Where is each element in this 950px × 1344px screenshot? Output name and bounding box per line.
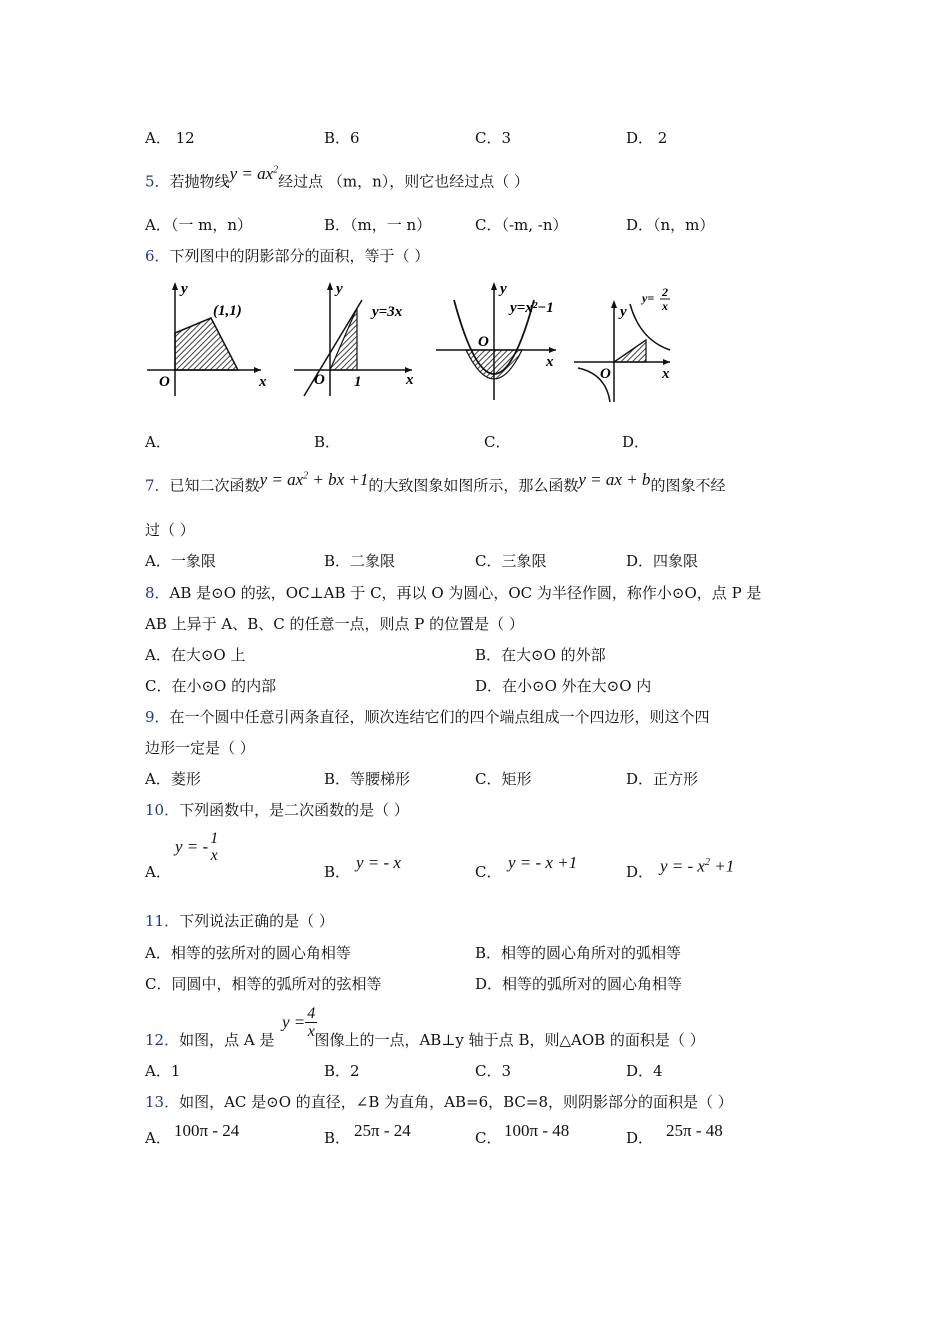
q10-label-a: A． xyxy=(145,863,171,881)
q12-pre: 如图，点 A 是 xyxy=(179,1031,275,1049)
q8-stem-line2: AB 上异于 A、B、C 的任意一点，则点 P 的位置是（ ） xyxy=(145,615,524,633)
q13-label-d: D． xyxy=(626,1129,654,1147)
q6-option-a: A． xyxy=(145,433,171,451)
q4-option-a: A． 12 xyxy=(145,129,195,147)
q5-stem xyxy=(145,163,530,192)
q9-option-a: A．菱形 xyxy=(145,770,201,788)
q6-stem-text: 下列图中的阴影部分的面积，等于（ ） xyxy=(169,247,430,265)
q12-formula-num: 4 xyxy=(307,1005,316,1022)
q9-option-c: C．矩形 xyxy=(475,770,532,788)
q7-option-a: A．一象限 xyxy=(145,552,216,570)
q13-label-a: A． xyxy=(145,1129,171,1147)
q4-option-d: D． 2 xyxy=(626,129,668,147)
q7-formula-1-exp: 2 xyxy=(303,470,309,481)
q4-option-c: C．3 xyxy=(475,129,512,147)
q13-label-c: C． xyxy=(475,1129,502,1147)
q10-a-fraction xyxy=(208,830,220,864)
q12-stem xyxy=(145,1030,705,1050)
q9-line1-text: 在一个圆中任意引两条直径，顺次连结它们的四个端点组成一个四边形，则这个四 xyxy=(169,708,710,726)
q12-option-b: B．2 xyxy=(324,1062,360,1080)
fig-a-point-label: (1,1) xyxy=(213,303,242,319)
q5-option-c: C．（-m, -n） xyxy=(475,216,568,234)
fig-a-origin: O xyxy=(159,374,170,390)
q5-pre: 若抛物线 xyxy=(169,172,230,191)
q10-a-pre: y = - xyxy=(175,837,209,856)
q10-label-b: B． xyxy=(324,863,351,881)
q7-mid: 的大致图象如图所示，那么函数 xyxy=(368,476,579,495)
fig-a-y-label: y xyxy=(181,281,188,297)
q7-option-d: D．四象限 xyxy=(626,552,699,570)
q5-post: 经过点 （m，n），则它也经过点（ ） xyxy=(278,172,530,191)
q12-formula xyxy=(282,1005,317,1040)
q13-option-a-value: 100π - 24 xyxy=(174,1121,240,1140)
fig-c-origin: O xyxy=(478,334,489,350)
q5-option-b: B．（m，一 n） xyxy=(324,216,432,234)
q6-stem xyxy=(145,246,429,266)
fig-d-numerator: 2 xyxy=(662,285,668,299)
q10-number: 10． xyxy=(145,801,180,819)
fig-b-origin: O xyxy=(314,372,325,388)
q5-number: 5． xyxy=(145,172,170,191)
q10-stem xyxy=(145,800,409,820)
q5-formula-exp: 2 xyxy=(273,164,279,175)
q8-line1-text: AB 是⊙O 的弦，OC⊥AB 于 C，再以 O 为圆心，OC 为半径作圆，称作小⊙O，点 P 是 xyxy=(169,584,762,602)
q12-formula-den: x xyxy=(307,1023,315,1040)
q12-formula-fraction xyxy=(305,1005,317,1040)
fig-d-x-label: x xyxy=(662,366,670,382)
q6-option-d: D． xyxy=(622,433,650,451)
q11-option-b: B．相等的圆心角所对的弧相等 xyxy=(475,944,682,962)
q10-d-exp: 2 xyxy=(704,857,710,868)
q7-formula-2: y = ax + b xyxy=(578,469,651,489)
q13-label-b: B． xyxy=(324,1129,351,1147)
q7-formula-1-base: y = ax xyxy=(259,469,304,489)
q8-option-b: B．在大⊙O 的外部 xyxy=(475,646,606,664)
fig-b-y-label: y xyxy=(336,281,343,297)
q7-number: 7． xyxy=(145,476,170,495)
q11-option-d: D．相等的弧所对的圆心角相等 xyxy=(475,975,683,993)
q11-option-c: C．同圆中，相等的弧所对的弦相等 xyxy=(145,975,382,993)
q12-post: 图像上的一点，AB⊥y 轴于点 B，则△AOB 的面积是（ ） xyxy=(314,1031,705,1049)
q10-option-b-formula: y = - x xyxy=(356,853,401,872)
q5-option-d: D．（n，m） xyxy=(626,216,715,234)
q13-option-d-value: 25π - 48 xyxy=(666,1121,723,1140)
fig-a-x-label: x xyxy=(259,374,267,390)
q12-option-a: A．1 xyxy=(145,1062,181,1080)
q8-stem-line1 xyxy=(145,583,761,603)
q6-option-c: C． xyxy=(484,433,511,451)
q10-label-c: C． xyxy=(475,863,502,881)
q12-option-c: C．3 xyxy=(475,1062,512,1080)
q11-stem-text: 下列说法正确的是（ ） xyxy=(179,912,334,930)
q9-stem-line1 xyxy=(145,707,710,727)
q6-figure-a xyxy=(143,278,278,403)
q6-figure-b xyxy=(290,278,420,403)
q7-formula-1-post: + bx +1 xyxy=(308,469,369,489)
q12-option-d: D．4 xyxy=(626,1062,663,1080)
q7-formula-1 xyxy=(260,470,369,489)
fig-d-denominator: x xyxy=(662,299,668,313)
q10-option-d-formula xyxy=(660,853,734,877)
q7-stem xyxy=(145,469,726,496)
q7-option-b: B．二象限 xyxy=(324,552,396,570)
q11-option-a: A．相等的弦所对的圆心角相等 xyxy=(145,944,351,962)
q10-option-a-formula xyxy=(175,830,220,864)
fig-d-y-label: y xyxy=(620,304,627,320)
fig-d-origin: O xyxy=(600,366,611,382)
q6-option-b: B． xyxy=(314,433,341,451)
q4-option-b: B．6 xyxy=(324,129,360,147)
q11-number: 11． xyxy=(145,912,180,930)
q13-option-b-value: 25π - 24 xyxy=(354,1121,411,1140)
q7-pre: 已知二次函数 xyxy=(169,476,260,495)
q6-figure-d xyxy=(570,282,680,407)
fig-c-x-label: x xyxy=(546,354,554,370)
q6-figure-c xyxy=(432,278,564,403)
q5-formula-base: y = ax xyxy=(229,163,274,183)
q9-stem-line2: 边形一定是（ ） xyxy=(145,739,255,757)
q8-number: 8． xyxy=(145,584,170,602)
q10-a-den: x xyxy=(210,847,218,864)
q13-stem-text: 如图，AC 是⊙O 的直径，∠B 为直角，AB=6，BC=8，则阴影部分的面积是（ ） xyxy=(179,1093,733,1111)
q10-stem-text: 下列函数中，是二次函数的是（ ） xyxy=(179,801,409,819)
q11-stem xyxy=(145,911,334,931)
q9-option-d: D．正方形 xyxy=(626,770,699,788)
fig-c-equation: y=x²−1 xyxy=(510,300,554,316)
q10-a-num: 1 xyxy=(210,830,219,847)
q6-number: 6． xyxy=(145,247,170,265)
q9-option-b: B．等腰梯形 xyxy=(324,770,411,788)
q13-option-c-value: 100π - 48 xyxy=(504,1121,570,1140)
q10-option-c-formula: y = - x +1 xyxy=(508,853,578,872)
q10-d-pre: y = - x xyxy=(660,856,705,876)
fig-b-x-label: x xyxy=(406,372,414,388)
q8-option-c: C．在小⊙O 的内部 xyxy=(145,677,277,695)
fig-d-equation-pre: y= xyxy=(642,291,655,305)
fig-b-equation: y=3x xyxy=(372,304,403,320)
q13-stem xyxy=(145,1092,733,1112)
q9-number: 9． xyxy=(145,708,170,726)
fig-b-one: 1 xyxy=(354,374,362,390)
q10-d-post: +1 xyxy=(709,856,735,876)
q7-post: 的图象不经 xyxy=(650,476,726,495)
q5-option-a: A．（一 m，n） xyxy=(145,216,252,234)
q13-number: 13． xyxy=(145,1093,180,1111)
q8-option-a: A．在大⊙O 上 xyxy=(145,646,246,664)
q7-stem-line2: 过（ ） xyxy=(145,521,195,539)
q8-option-d: D．在小⊙O 外在大⊙O 内 xyxy=(475,677,652,695)
q5-formula xyxy=(230,164,279,183)
fig-c-y-label: y xyxy=(500,281,507,297)
q12-number: 12． xyxy=(145,1031,180,1049)
q7-option-c: C．三象限 xyxy=(475,552,547,570)
q10-label-d: D． xyxy=(626,863,654,881)
q12-formula-pre: y = xyxy=(282,1012,306,1032)
